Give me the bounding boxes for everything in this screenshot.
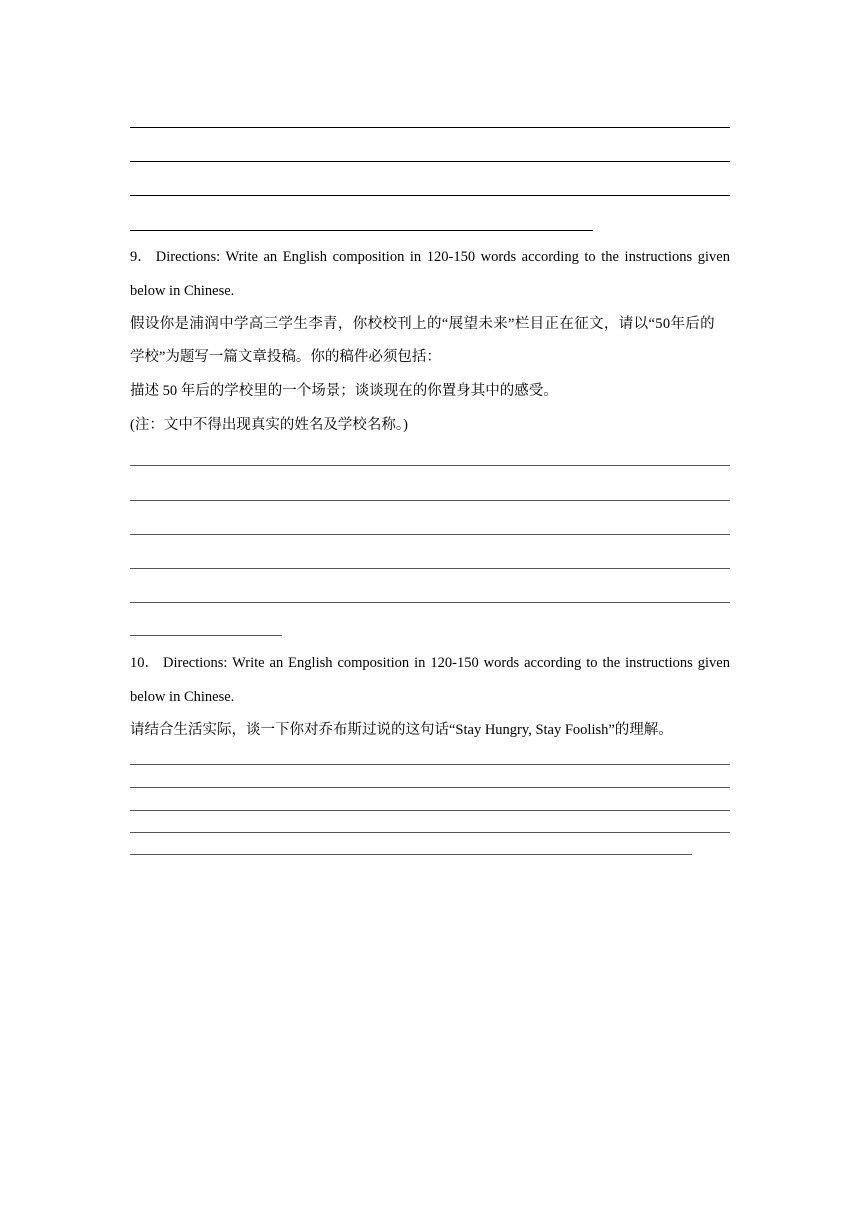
q10-directions-line1 [130,646,730,680]
answer-line[interactable] [130,127,730,128]
q9-chinese-line1: 假设你是浦润中学高三学生李青，你校校刊上的“展望未来”栏目正在征文，请以“50年后的 [130,316,716,332]
answer-line[interactable] [130,635,282,636]
q9-directions-line1 [130,240,730,274]
answer-line[interactable] [130,230,593,231]
q10-chinese-line1: 请结合生活实际，谈一下你对乔布斯过说的这句话“Stay Hungry, Stay Foolish”的理解。 [130,722,673,738]
answer-line[interactable] [130,500,730,501]
document-page [130,0,730,1216]
q9-number: 9． [130,249,152,265]
q10-directions-line2: below in Chinese. [130,689,235,705]
answer-line[interactable] [130,161,730,162]
q10-number: 10． [130,655,159,671]
q9-directions-line2: below in Chinese. [130,283,235,299]
q10-directions: Directions: Write an English composition in 120-150 words according to the instructions given [163,655,730,671]
answer-line[interactable] [130,602,730,603]
answer-line[interactable] [130,465,730,466]
q9-directions: Directions: Write an English composition in 120-150 words according to the instructions given [155,249,730,265]
answer-line[interactable] [130,195,730,196]
answer-line[interactable] [130,854,692,855]
q9-note: (注：文中不得出现真实的姓名及学校名称。) [130,417,408,433]
answer-line[interactable] [130,534,730,535]
q9-chinese-line3: 描述 50 年后的学校里的一个场景；谈谈现在的你置身其中的感受。 [130,383,558,399]
answer-line[interactable] [130,568,730,569]
answer-line[interactable] [130,810,730,811]
q9-chinese-line2: 学校”为题写一篇文章投稿。你的稿件必须包括： [130,349,441,365]
answer-line[interactable] [130,764,730,765]
answer-line[interactable] [130,787,730,788]
answer-line[interactable] [130,832,730,833]
